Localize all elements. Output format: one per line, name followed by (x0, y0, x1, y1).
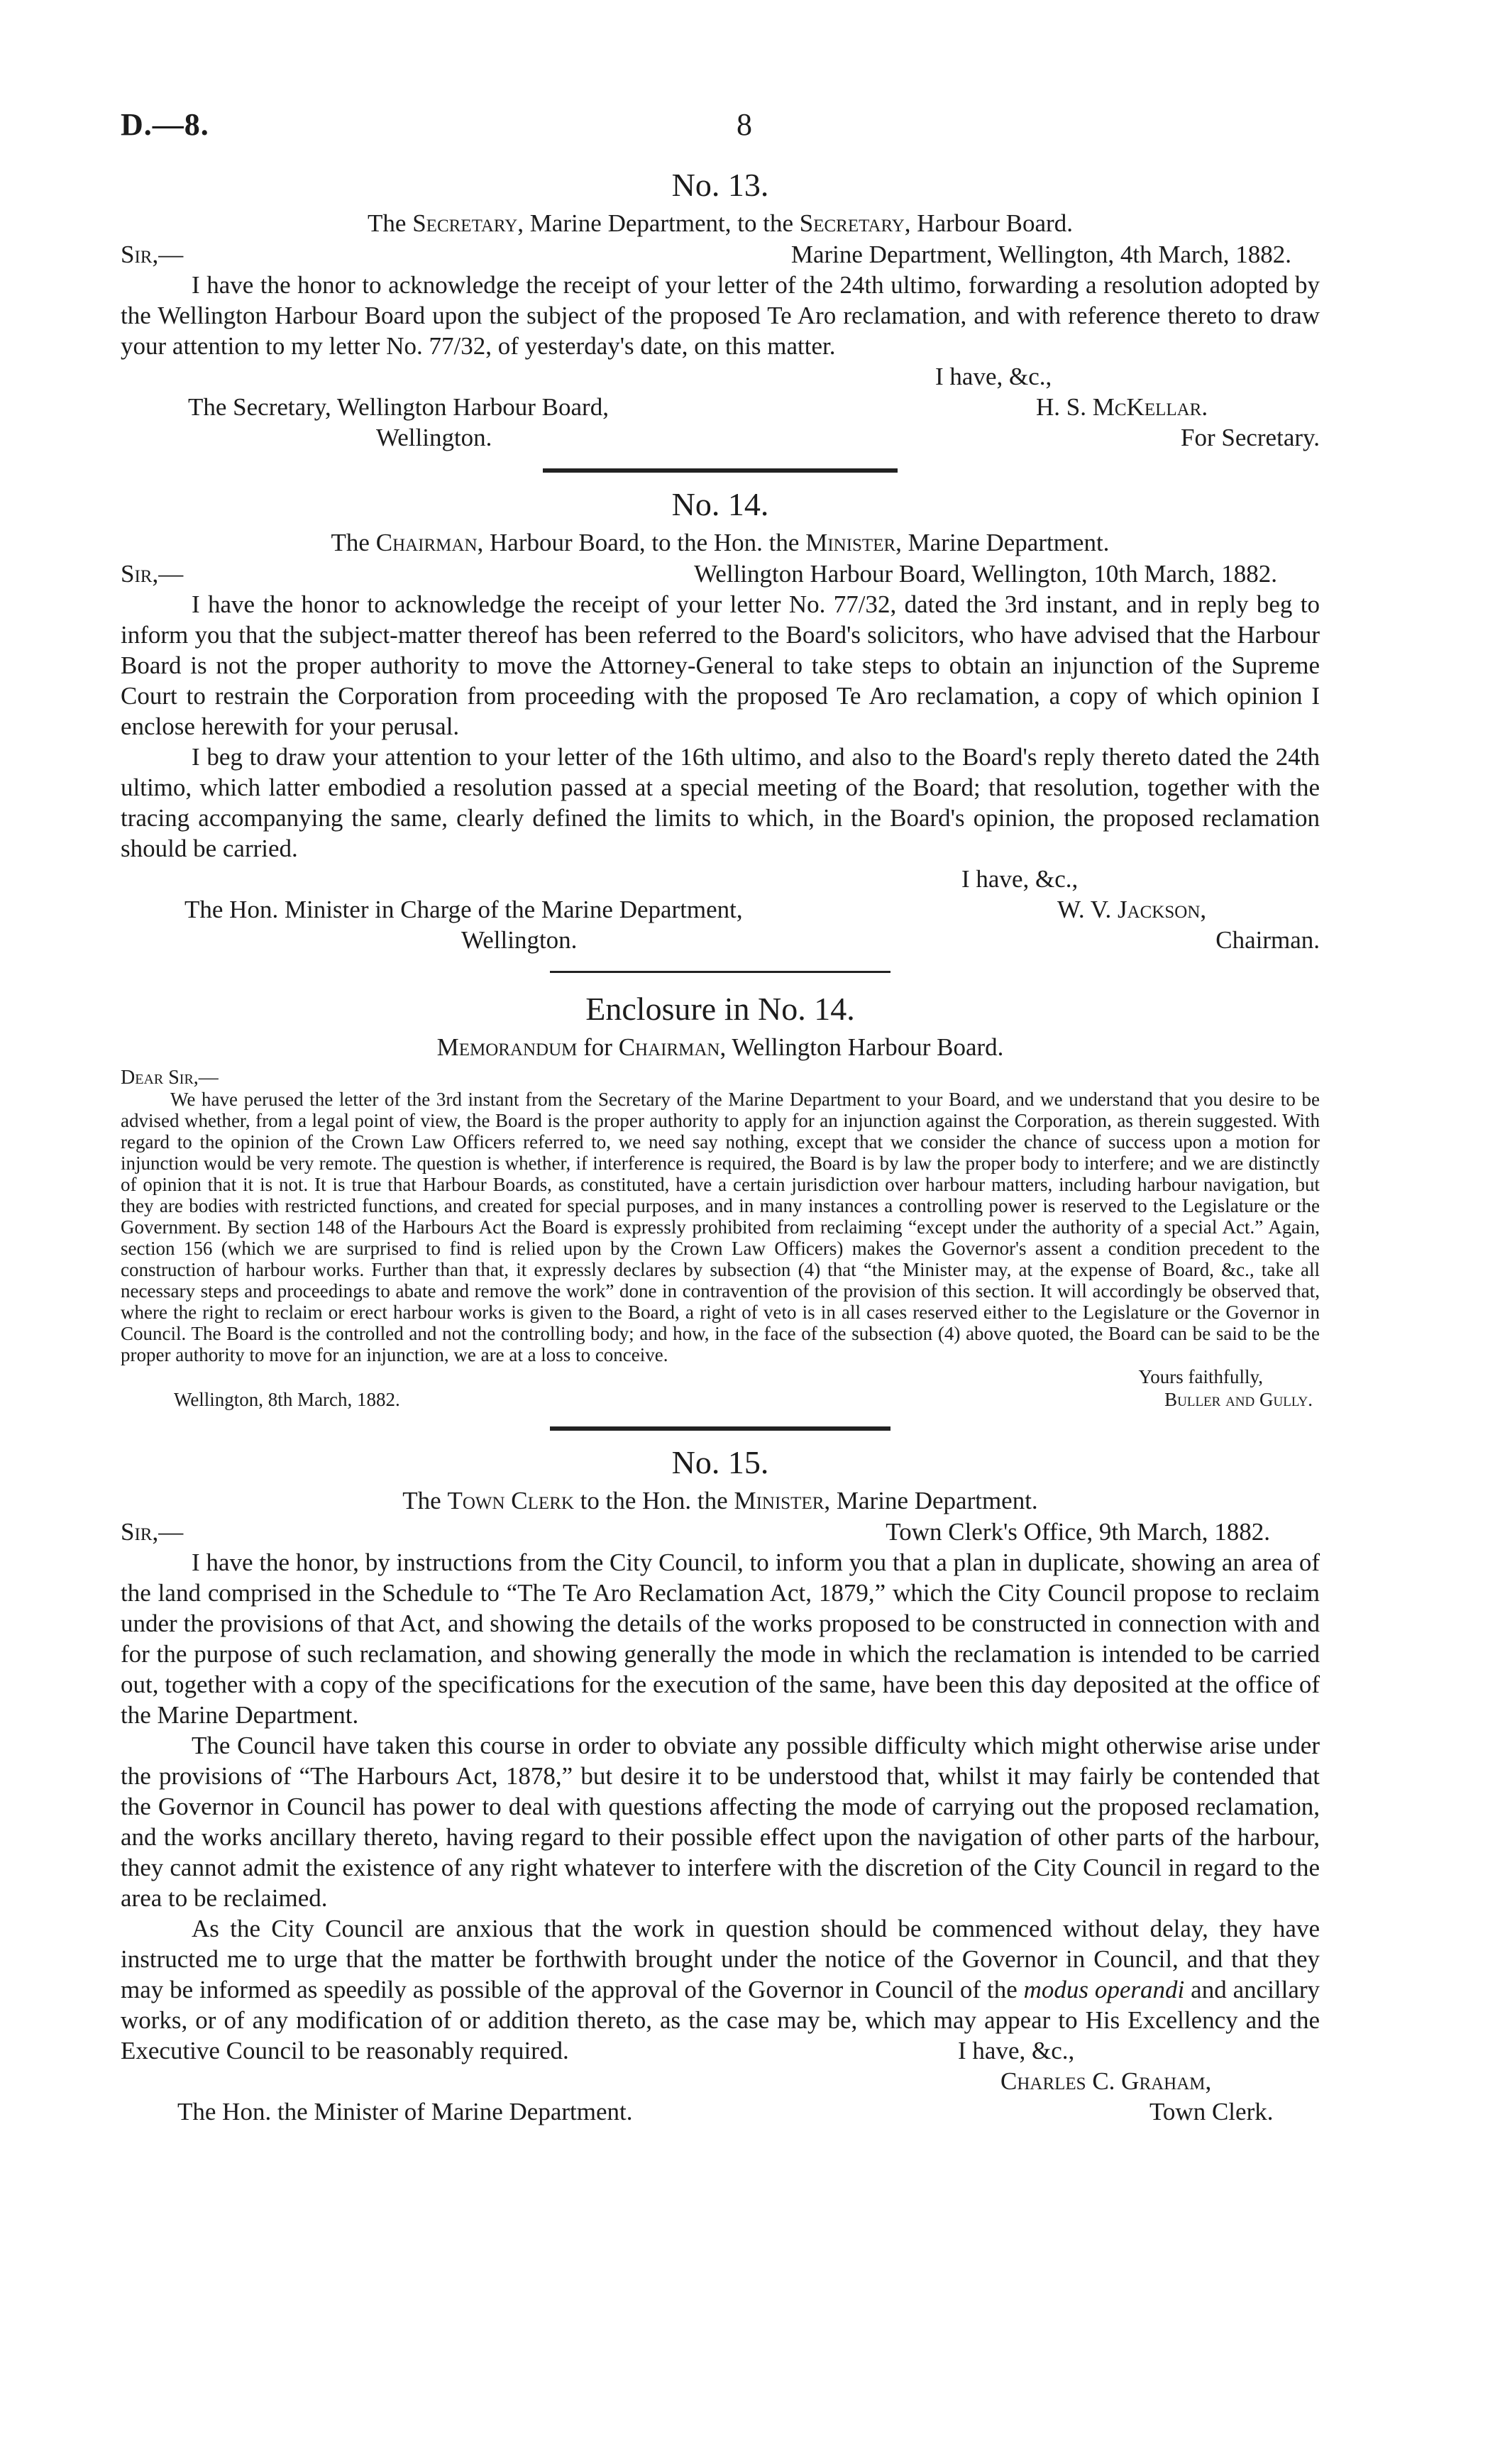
letter-13-salutation-row (121, 239, 1320, 270)
signer-role: For Secretary. (1181, 424, 1320, 451)
letter-14-para-1: I have the honor to acknowledge the receipt of your letter No. 77/32, dated the 3rd instant, and in reply beg to inform you that the subject-matter thereof has been referred to the Board's solicitors, who have advised that the Harbour Board is not the proper authority to move the Attorney-General to take steps to obtain an injunction of the Supreme Court to restrain the Corporation from proceeding with the proposed Te Aro reclamation, a copy of which opinion I enclose herewith for your perusal. (121, 590, 1320, 740)
subtitle-text: Town Clerk (447, 1487, 574, 1514)
sheet-code: D.—8. (121, 107, 209, 142)
section-divider (550, 971, 890, 973)
letter-no-15 (121, 1443, 1320, 2157)
subtitle-text: Memorandum (436, 1033, 578, 1061)
enclosure-subtitle (121, 1032, 1320, 1063)
subtitle-text: The (331, 529, 376, 556)
addressee: The Hon. Minister in Charge of the Marine Department, (184, 896, 743, 923)
closing: I have, &c., (961, 865, 1079, 893)
enclosure-title: Enclosure in No. 14. (585, 991, 855, 1027)
letter-15-addressee-row (121, 2098, 1320, 2157)
section-divider (550, 1426, 890, 1431)
memo-signer: Buller and Gully. (1164, 1389, 1313, 1410)
para-text: and ancillary works, or of any modification of or addition thereto, as the case may be, which may appear to His Excellency and the Executive Council to be reasonably required. (121, 1976, 1320, 2064)
salutation: Sir,— (121, 560, 184, 588)
subtitle-text: Secretary (412, 209, 518, 237)
salutation: Sir,— (121, 1518, 184, 1546)
document-page (121, 106, 1320, 2157)
subtitle-text: Secretary (799, 209, 905, 237)
signer: H. S. McKellar. (1036, 393, 1208, 421)
subtitle-text: The (368, 209, 413, 237)
subtitle-text: to the Hon. the (573, 1487, 734, 1514)
letter-14-subtitle (121, 527, 1320, 559)
salutation: Sir,— (121, 241, 184, 268)
closing: I have, &c., (935, 363, 1052, 390)
enclosure-no-14 (121, 990, 1320, 1411)
letter-14-sign-row-1 (121, 894, 1320, 925)
addressee-city: Wellington. (461, 926, 578, 954)
letter-15-para-2: The Council have taken this course in order to obviate any possible difficulty which might otherwise arise under the provisions of “The Harbours Act, 1878,” but desire it to be understood that, whilst it may fairly be contended that the Governor in Council has power to deal with questions affecting the mode of carrying out the proposed reclamation, and the works ancillary thereto, having regard to their possible effect upon the navigation of other parts of the harbour, they cannot admit the existence of any right whatever to interfere with the discretion of the City Council in regard to the area to be reclaimed. (121, 1732, 1320, 1912)
memo-closing: Yours faithfully, (1138, 1366, 1263, 1387)
closing: I have, &c., (958, 2037, 1075, 2064)
subtitle-text: , Marine Department. (824, 1487, 1038, 1514)
memo-closing-row (121, 1365, 1320, 1388)
letter-15-para-1: I have the honor, by instructions from the City Council, to inform you that a plan in duplicate, showing an area of the land comprised in the Schedule to “The Te Aro Reclamation Act, 1879,” which the City Council propose to reclaim under the provisions of that Act, and showing the details of the works proposed to be constructed in connection with and for the purpose of such reclamation, and showing generally the mode in which the reclamation is intended to be carried out, together with a copy of the specifications for the execution of the same, have been this day deposited at the office of the Marine Department. (121, 1549, 1320, 1729)
memo-body: We have perused the letter of the 3rd instant from the Secretary of the Marine Department to your Board, and we understand that you desire to be advised whether, from a legal point of view, the Board is the proper authority to apply for an injunction against the Corporation, as therein suggested. With regard to the opinion of the Crown Law Officers referred to, we need say nothing, except that we consider the chance of success upon a motion for injunction would be very remote. The question is whether, if interference is required, the Board is by law the proper body to interfere; and we are distinctly of opinion that it is not. It is true that Harbour Boards, as constituted, have a certain jurisdiction over harbour matters, including harbour navigation, but they are bodies with restricted functions, and created for special purposes, and in many instances a controlling power is reserved to the Legislature or the Government. By section 148 of the Harbours Act the Board is expressly prohibited from reclaiming “except under the authority of a special Act.” Again, section 156 (which we are surprised to find is relied upon by the Crown Law Officers) makes the Governor's assent a condition precedent to the construction of harbour works. Further than that, it expressly declares by subsection (4) that “the Minister may, at the expense of Board, &c., take all necessary steps and proceedings to abate and remove the work” done in contravention of the provision of this section. It will accordingly be observed that, where the right to reclaim or erect harbour works is given to the Board, a right of veto is in all cases reserved either to the Legislature or the Governor in Council. The Board is the controlled and not the controlling body; and how, in the face of the subsection (4) above quoted, the Board can be said to be the proper authority to move for an injunction, we are at a loss to conceive. (121, 1089, 1320, 1365)
subtitle-text: The (402, 1487, 448, 1514)
section-divider (543, 468, 898, 473)
subtitle-text: Chairman (375, 529, 478, 556)
memo-place-date: Wellington, 8th March, 1882. (174, 1389, 400, 1410)
subtitle-text: , Wellington Harbour Board. (719, 1033, 1004, 1061)
letter-14-sign-row-2 (121, 925, 1320, 955)
subtitle-text: Minister (734, 1487, 825, 1514)
memo-sign-row (121, 1388, 1320, 1411)
letter-14-salutation-row (121, 559, 1320, 589)
letter-no-14 (121, 485, 1320, 955)
letter-15-title: No. 15. (671, 1444, 769, 1480)
subtitle-text: , Harbour Board. (904, 209, 1073, 237)
dateline: Marine Department, Wellington, 4th March, 1882. (790, 241, 1291, 268)
letter-14-para-2: I beg to draw your attention to your letter of the 16th ultimo, and also to the Board's reply thereto dated the 24th ultimo, which latter embodied a resolution passed at a special meeting of the Board; that resolution, together with the tracing accompanying the same, clearly defined the limits to which, in the Board's opinion, the proposed reclamation should be carried. (121, 743, 1320, 862)
dateline: Town Clerk's Office, 9th March, 1882. (886, 1518, 1270, 1546)
signer: Charles C. Graham, (1000, 2067, 1212, 2095)
letter-13-closing (121, 361, 1320, 392)
letter-15-subtitle (121, 1485, 1320, 1517)
letter-13-subtitle (121, 208, 1320, 239)
letter-13-sign-row-2 (121, 422, 1320, 453)
para-italic-text: modus operandi (1023, 1976, 1185, 2003)
letter-14-title: No. 14. (671, 486, 769, 522)
signer: W. V. Jackson, (1057, 896, 1207, 923)
letter-14-closing (121, 864, 1320, 894)
letter-13-sign-row-1 (121, 392, 1320, 422)
subtitle-text: , Harbour Board, to the Hon. the (477, 529, 806, 556)
addressee: The Secretary, Wellington Harbour Board, (188, 393, 609, 421)
dateline: Wellington Harbour Board, Wellington, 10th March, 1882. (694, 560, 1277, 588)
signer-role: Town Clerk. (1149, 2098, 1274, 2125)
page-number: 8 (737, 107, 752, 142)
letter-15-para-3 (121, 1913, 1320, 2066)
letter-13-body: I have the honor to acknowledge the receipt of your letter of the 24th ultimo, forwarding a resolution adopted by the Wellington Harbour Board upon the subject of the proposed Te Aro reclamation, and with reference thereto to draw your attention to my letter No. 77/32, of yesterday's date, on this matter. (121, 271, 1320, 360)
letter-15-salutation-row (121, 1517, 1320, 1547)
subtitle-text: for (577, 1033, 619, 1061)
para-text: As the City Council are anxious that the work in question should be commenced without delay, they have instructed me to urge that the matter be forthwith brought under the notice of the Governor in Council, and that they may be informed as speedily as possible of the approval of the Governor in Council of the (121, 1915, 1320, 2003)
subtitle-text: , Marine Department. (895, 529, 1110, 556)
addressee-city: Wellington. (376, 424, 492, 451)
subtitle-text: Minister (805, 529, 896, 556)
subtitle-text: , Marine Department, to the (517, 209, 800, 237)
letter-no-13 (121, 166, 1320, 453)
signer-role: Chairman. (1215, 926, 1320, 954)
subtitle-text: Chairman (618, 1033, 720, 1061)
memo-salutation: Dear Sir,— (121, 1067, 219, 1089)
page-header (121, 106, 1320, 156)
addressee: The Hon. the Minister of Marine Department. (177, 2098, 633, 2125)
letter-13-title: No. 13. (671, 167, 769, 203)
